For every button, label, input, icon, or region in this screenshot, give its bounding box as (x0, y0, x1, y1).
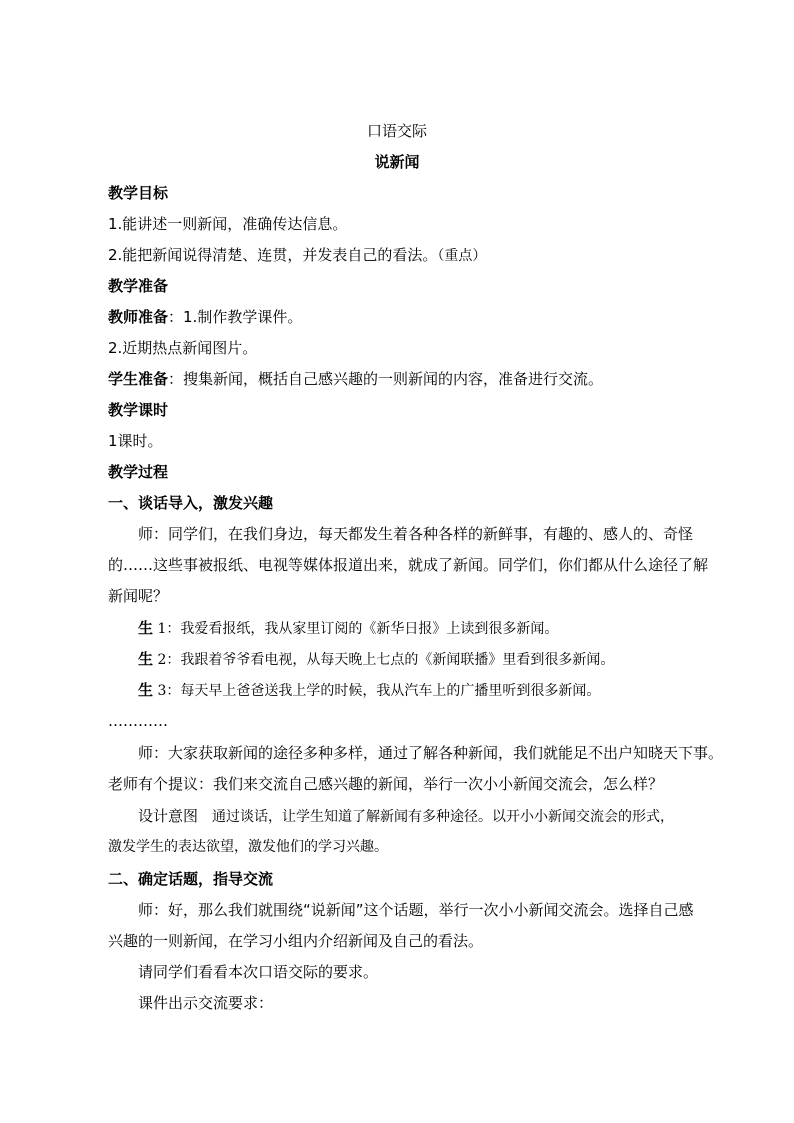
paragraph-1-line-3: 新闻呢？ (108, 587, 169, 605)
paragraph-4: 请同学们看看本次口语交际的要求。 (138, 963, 379, 981)
design-intent-line-2: 激发学生的表达欲望，激发他们的学习兴趣。 (108, 839, 388, 855)
student-3-text: 3：每天早上爸爸送我上学的时候，我从汽车上的广播里听到很多新闻。 (153, 683, 601, 699)
hours-heading: 教学课时 (108, 401, 169, 419)
prep-heading: 教学准备 (108, 277, 169, 295)
teacher-prep-label: 教师准备 (108, 308, 169, 326)
student-1-text: 1：我爱看报纸，我从家里订阅的《新华日报》上读到很多新闻。 (153, 621, 559, 637)
student-prep (108, 369, 728, 389)
student-prep-text: ：搜集新闻，概括自己感兴趣的一则新闻的内容，准备进行交流。 (168, 370, 604, 388)
paragraph-3-line-1: 师：好，那么我们就围绕“说新闻”这个话题，举行一次小小新闻交流会。选择自己感 (138, 901, 694, 919)
hours-text: 1课时。 (108, 432, 163, 450)
goals-heading: 教学目标 (108, 184, 169, 202)
teacher-prep-2: 2.近期热点新闻图片。 (108, 339, 258, 357)
paragraph-2-line-2: 老师有个提议：我们来交流自己感兴趣的新闻，举行一次小小新闻交流会，怎么样？ (108, 775, 664, 793)
student-1-label: 生 (138, 619, 154, 637)
student-2-label: 生 (138, 650, 154, 668)
student-1-line (138, 618, 758, 639)
student-3-label: 生 (138, 681, 154, 699)
goal-2 (108, 245, 728, 266)
goal-1: 1.能讲述一则新闻，准确传达信息。 (108, 215, 348, 233)
paragraph-5: 课件出示交流要求： (138, 994, 274, 1012)
paragraph-2-line-1: 师：大家获取新闻的途径多种多样，通过了解各种新闻，我们就能足不出户知晓天下事。 (138, 744, 724, 762)
goal-2-text: 2.能把新闻说得清楚、连贯，并发表自己的看法。 (108, 246, 438, 264)
section-2-heading: 二、确定话题，指导交流 (108, 870, 274, 888)
student-2-text: 2：我跟着爷爷看电视，从每天晚上七点的《新闻联播》里看到很多新闻。 (153, 652, 615, 668)
teacher-prep-text: ：1.制作教学课件。 (168, 308, 303, 326)
ellipsis: ………… (108, 712, 168, 730)
process-heading: 教学过程 (108, 463, 169, 481)
goal-2-note: （重点） (437, 248, 487, 264)
paragraph-1-line-1: 师：同学们，在我们身边，每天都发生着各种各样的新鲜事，有趣的、感人的、奇怪 (138, 525, 694, 543)
doc-title: 口语交际 (366, 122, 427, 140)
student-3-line (138, 680, 758, 701)
design-intent-label: 设计意图 (138, 807, 199, 825)
student-prep-label: 学生准备 (108, 370, 169, 388)
design-intent-line-1 (138, 806, 758, 827)
paragraph-3-line-2: 兴趣的一则新闻，在学习小组内介绍新闻及自己的看法。 (108, 932, 484, 950)
design-intent-text-1: 通过谈话，让学生知道了解新闻有多种途径。以开小小新闻交流会的形式， (198, 809, 675, 825)
doc-subtitle: 说新闻 (374, 153, 420, 171)
section-1-heading: 一、谈话导入，激发兴趣 (108, 494, 274, 512)
teacher-prep (108, 307, 728, 327)
student-2-line (138, 649, 758, 670)
paragraph-1-line-2: 的……这些事被报纸、电视等媒体报道出来，就成了新闻。同学们，你们都从什么途径了解 (108, 556, 709, 574)
